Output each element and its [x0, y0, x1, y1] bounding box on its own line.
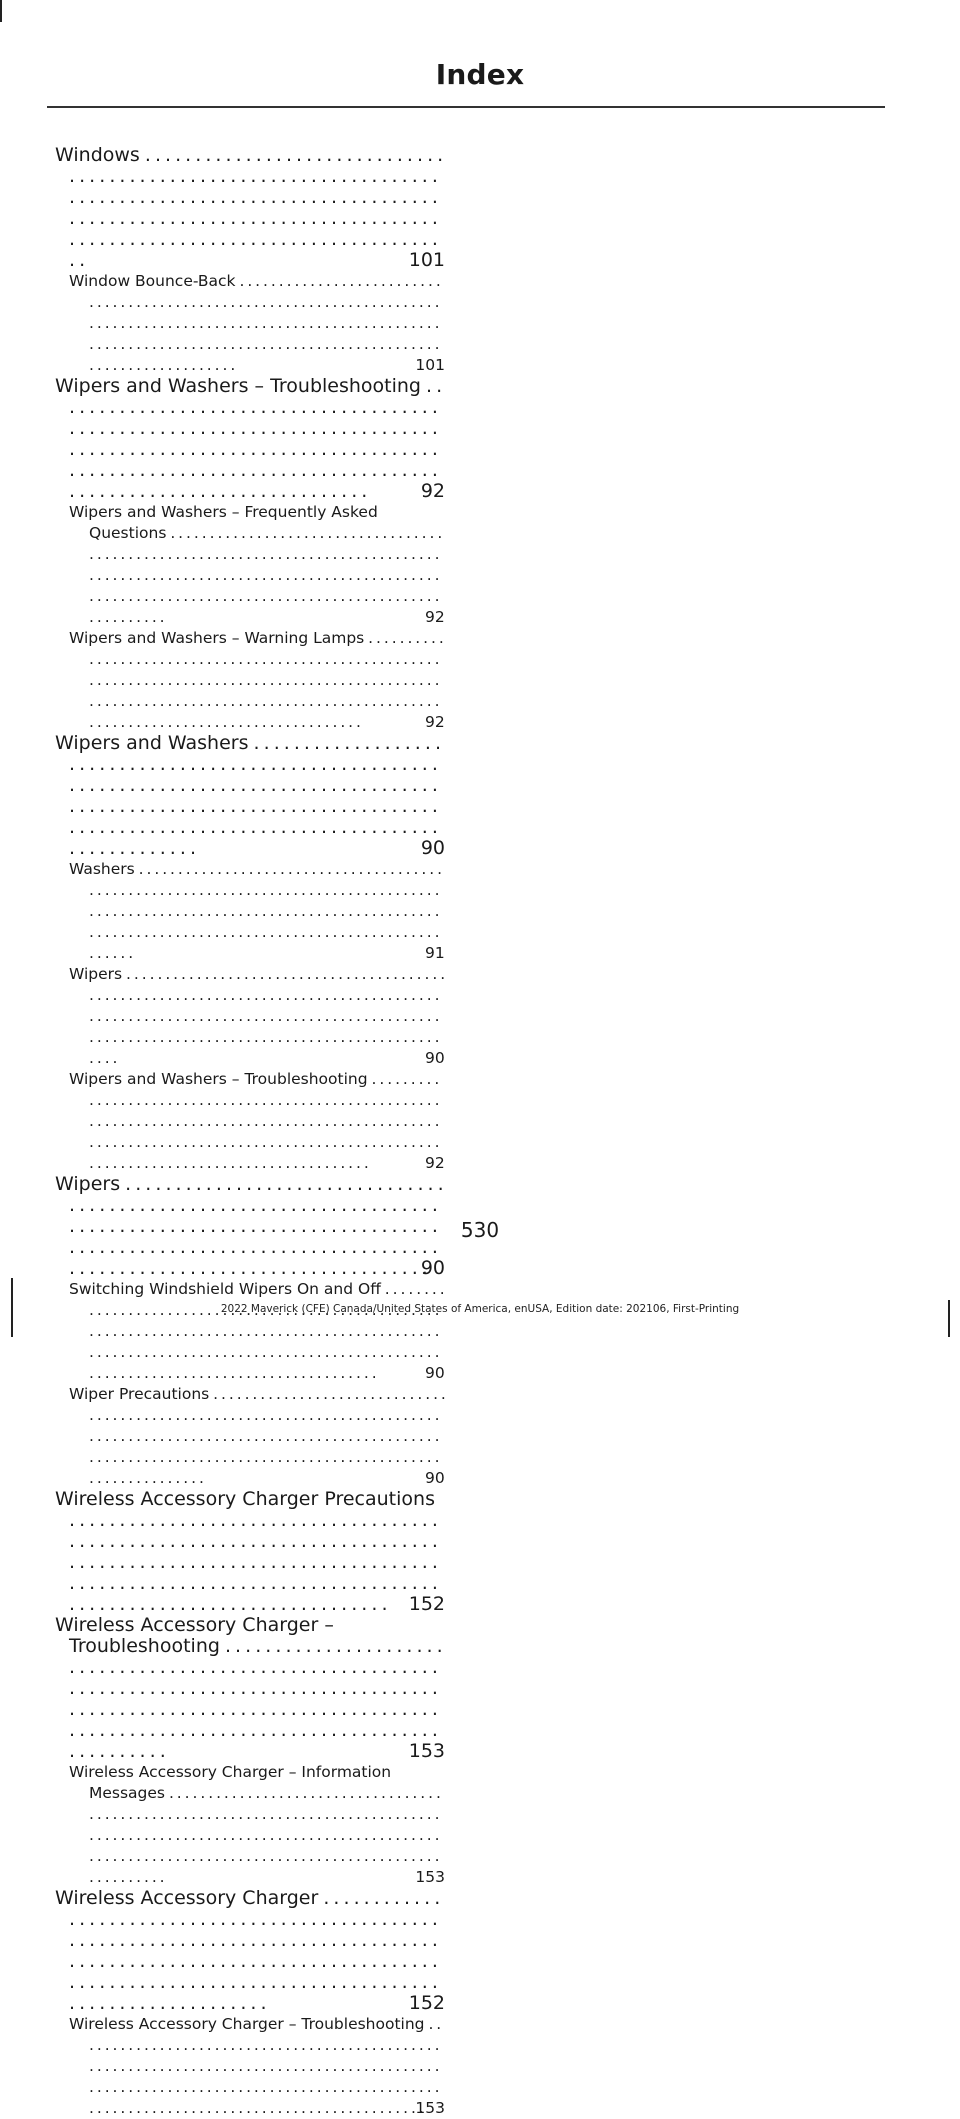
index-main-entry [55, 1888, 445, 2014]
index-list [55, 145, 445, 2119]
entry-label: Wipers and Washers – Frequently Asked Questions . . . [69, 503, 441, 626]
index-sub-entry [55, 628, 445, 733]
index-main-entry [55, 1489, 445, 1615]
entry-label: Window Bounce-Back . . . [69, 272, 440, 374]
entry-page-number: 152 [408, 1992, 445, 2014]
entry-label: Wipers and Washers – Warning Lamps . . . [69, 629, 443, 731]
index-sub-entry [55, 859, 445, 964]
index-sub-entry [55, 1762, 445, 1888]
entry-label: Wiper Precautions . . . [69, 1385, 445, 1487]
entry-page-number: 101 [415, 356, 445, 374]
entry-label: Wipers and Washers – Troubleshooting . . . [69, 1070, 439, 1172]
footer-edition-text: 2022 Maverick (CFE) Canada/United States of America, enUSA, Edition date: 202106, First-Printing [220, 1303, 740, 1315]
entry-label: Wipers and Washers . . . [55, 733, 440, 859]
entry-page-number: 90 [425, 1364, 445, 1382]
entry-page-number: 90 [425, 1469, 445, 1487]
title-divider [47, 106, 885, 108]
entry-label: Wipers . . . [69, 965, 444, 1067]
entry-page-number: 92 [420, 480, 445, 502]
entry-label: Wipers . . . [55, 1174, 443, 1279]
entry-page-number: 153 [408, 1740, 445, 1762]
index-sub-entry [55, 2014, 445, 2119]
entry-label: Wireless Accessory Charger . . . [55, 1888, 439, 2014]
entry-page-number: 92 [425, 608, 445, 626]
entry-page-number: 153 [415, 1868, 445, 1886]
entry-page-number: 92 [425, 1154, 445, 1172]
entry-page-number: 153 [415, 2099, 445, 2117]
entry-label: Wipers and Washers – Troubleshooting . . . [55, 376, 441, 502]
entry-page-number: 91 [425, 944, 445, 962]
entry-label: Wireless Accessory Charger – Troubleshooting . . . [69, 2015, 440, 2117]
crop-mark-top-left [0, 0, 2, 22]
index-main-entry [55, 733, 445, 859]
entry-page-number: 90 [425, 1049, 445, 1067]
entry-page-number: 101 [408, 249, 445, 271]
entry-page-number: 152 [408, 1593, 445, 1615]
index-sub-entry [55, 502, 445, 628]
entry-label: Wireless Accessory Charger – Troubleshooting . . . [55, 1615, 442, 1762]
index-sub-entry [55, 1279, 445, 1384]
entry-label: Windows . . . [55, 145, 442, 271]
entry-label: Switching Windshield Wipers On and Off . . . [69, 1280, 444, 1382]
index-main-entry [55, 145, 445, 271]
index-sub-entry [55, 1069, 445, 1174]
entry-label: Wireless Accessory Charger Precautions . . . [55, 1489, 437, 1615]
index-sub-entry [55, 964, 445, 1069]
entry-page-number: 92 [425, 713, 445, 731]
entry-page-number: 90 [420, 1257, 445, 1279]
index-sub-entry [55, 1384, 445, 1489]
page-title: Index [435, 58, 525, 91]
index-main-entry [55, 376, 445, 502]
index-sub-entry [55, 271, 445, 376]
page-number: 530 [460, 1218, 500, 1242]
entry-label: Wireless Accessory Charger – Information Messages . . . [69, 1763, 440, 1886]
entry-page-number: 90 [420, 837, 445, 859]
index-main-entry [55, 1615, 445, 1762]
entry-label: Washers . . . [69, 860, 441, 962]
